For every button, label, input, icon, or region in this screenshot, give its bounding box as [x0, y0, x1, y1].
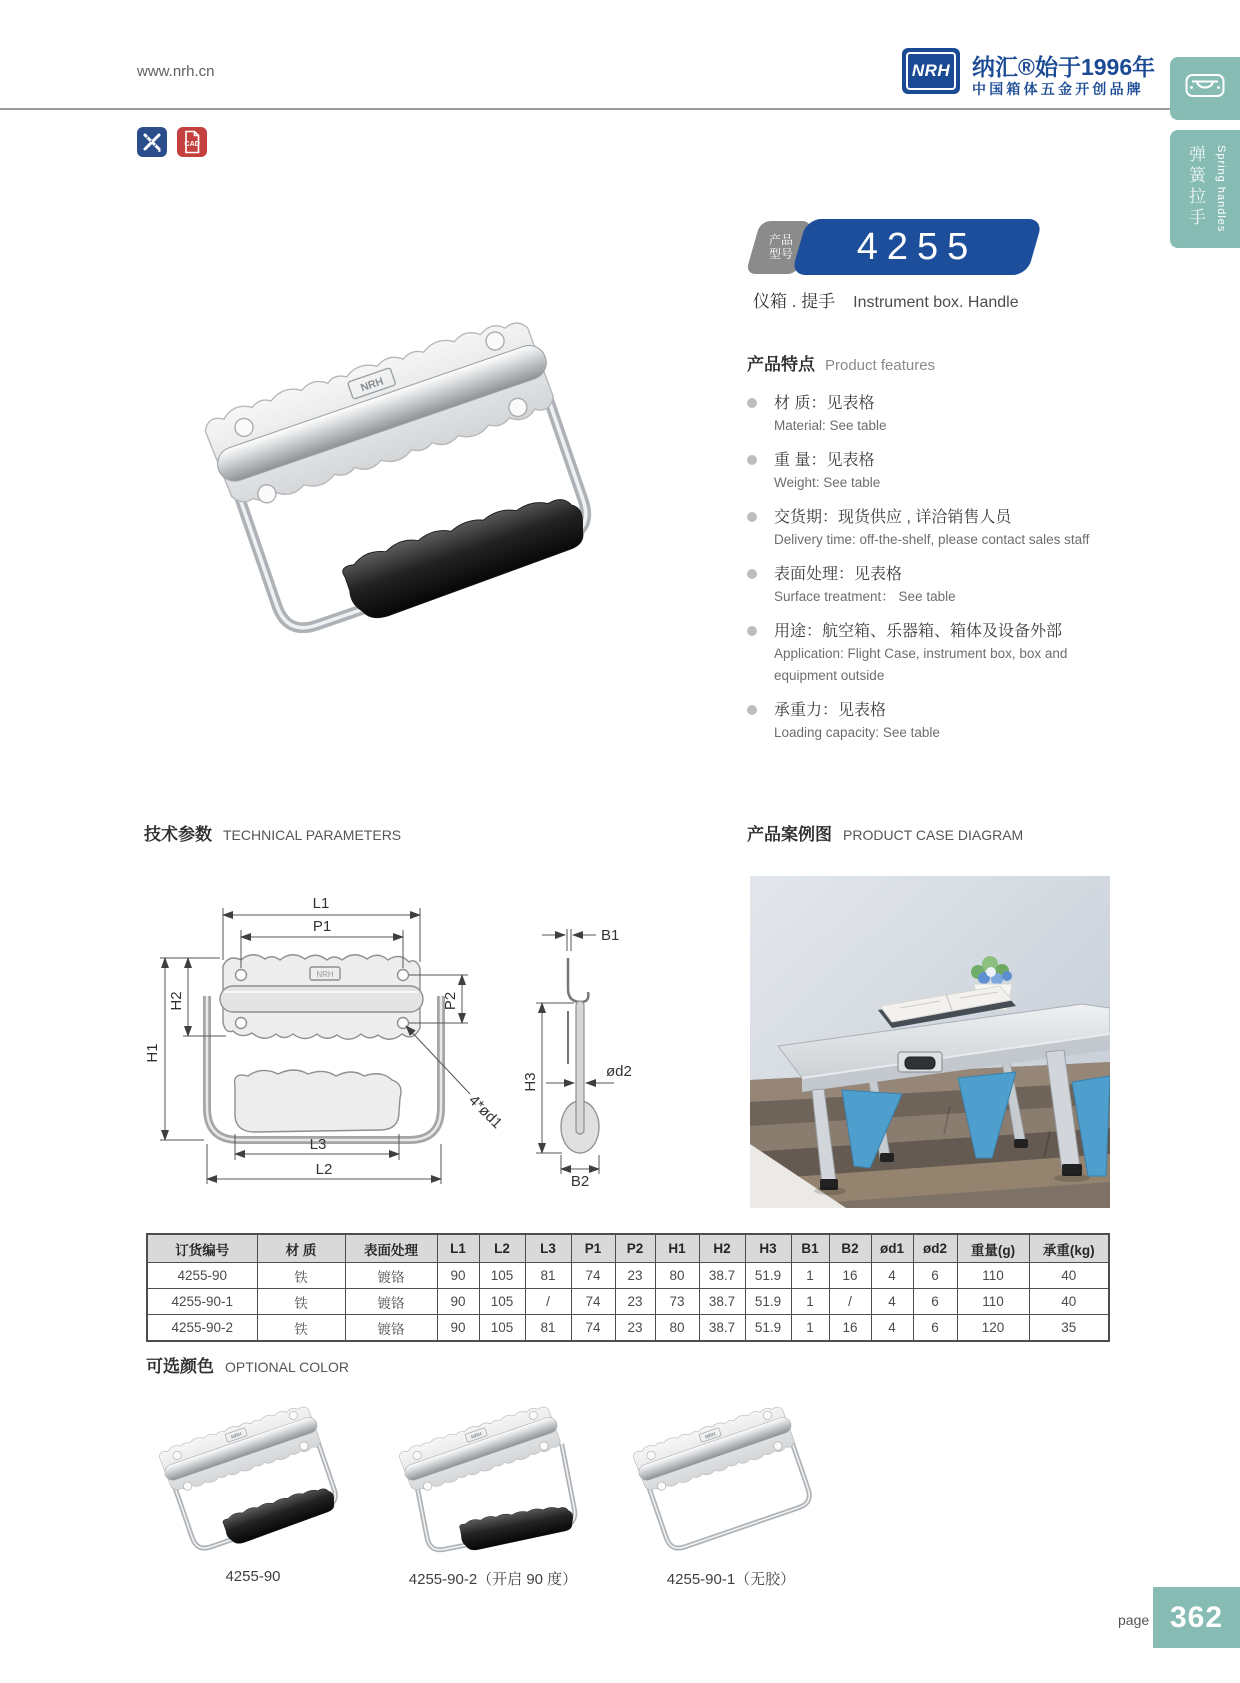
brand-tagline: 纳汇®始于1996年 — [972, 54, 1156, 80]
cell: 铁 — [257, 1315, 345, 1342]
col-header: 承重(kg) — [1029, 1234, 1109, 1263]
model-banner — [791, 219, 1043, 275]
product-name — [753, 287, 1019, 312]
variant-label: 4255-90 — [225, 1568, 281, 1585]
cell: 51.9 — [745, 1315, 791, 1342]
pencil-ruler-icon — [137, 144, 167, 161]
cell: 4 — [871, 1315, 913, 1342]
feature-item-loading: 承重力：见表格 Loading capacity: See table — [747, 699, 1125, 744]
bullet-dot-icon — [747, 512, 757, 522]
cell: 23 — [615, 1263, 655, 1289]
col-header: L3 — [525, 1234, 571, 1263]
dim-label-H1: H1 — [144, 1043, 161, 1063]
dim-label-B2: B2 — [570, 1173, 590, 1190]
cell: 51.9 — [745, 1263, 791, 1289]
dim-label-L2: L2 — [315, 1161, 333, 1178]
section-technical-parameters: 技术参数 TECHNICAL PARAMETERS — [144, 825, 402, 844]
feature-item-material: 材 质：见表格 Material: See table — [747, 392, 1125, 437]
cell: 105 — [479, 1315, 525, 1342]
category-label-cn: 弹簧拉手 — [1186, 145, 1205, 229]
cell: 1 — [791, 1315, 829, 1342]
model-number: 4255 — [856, 226, 978, 268]
cad-icon-label: CAD — [184, 139, 200, 148]
product-name-cn: 仪箱 . 提手 — [753, 292, 836, 311]
cell: 16 — [829, 1315, 871, 1342]
dim-label-P2: P2 — [442, 991, 459, 1011]
cell: / — [525, 1289, 571, 1315]
feature-item-surface: 表面处理：见表格 Surface treatment： See table — [747, 563, 1125, 608]
col-header: 订货编号 — [147, 1234, 257, 1263]
variant-photo-4255-90 — [138, 1388, 368, 1563]
cell: 81 — [525, 1263, 571, 1289]
bullet-dot-icon — [747, 455, 757, 465]
product-features — [747, 350, 1125, 756]
col-header: H2 — [699, 1234, 745, 1263]
feature-item-delivery: 交货期：现货供应 , 详洽销售人员 Delivery time: off-the-shelf, please contact sales staff — [747, 506, 1125, 551]
cell: 90 — [437, 1289, 479, 1315]
website-url: www.nrh.cn — [137, 63, 215, 80]
cell: 38.7 — [699, 1289, 745, 1315]
model-badge-label: 产品 型号 — [768, 233, 793, 261]
dim-label-P1: P1 — [312, 918, 332, 935]
col-header: 材 质 — [257, 1234, 345, 1263]
cell: 120 — [957, 1315, 1029, 1342]
cell: 6 — [913, 1263, 957, 1289]
variant-label: 4255-90-2（开启 90 度） — [408, 1571, 578, 1588]
cell: 铁 — [257, 1263, 345, 1289]
page-label: page — [1118, 1612, 1150, 1628]
technical-drawing — [138, 846, 683, 1206]
cell: 38.7 — [699, 1263, 745, 1289]
dim-label-H3: H3 — [522, 1072, 539, 1092]
header-divider — [0, 108, 1240, 110]
cell: 110 — [957, 1263, 1029, 1289]
sidebar-tab-spring-handles[interactable] — [1170, 130, 1240, 248]
cell: 镀铬 — [345, 1289, 437, 1315]
cell: 16 — [829, 1263, 871, 1289]
nrh-logo-text: NRH — [906, 52, 956, 90]
design-tools-button[interactable] — [137, 127, 167, 157]
cell: 74 — [571, 1315, 615, 1342]
col-header: B2 — [829, 1234, 871, 1263]
cell: 105 — [479, 1289, 525, 1315]
cell: 38.7 — [699, 1315, 745, 1342]
cell: 23 — [615, 1289, 655, 1315]
variant-photo-4255-90-1 — [612, 1388, 842, 1563]
col-header: L1 — [437, 1234, 479, 1263]
cell: 110 — [957, 1289, 1029, 1315]
cell: 4 — [871, 1289, 913, 1315]
col-header: P1 — [571, 1234, 615, 1263]
cell: 74 — [571, 1289, 615, 1315]
cell: 4255-90 — [147, 1263, 257, 1289]
col-header: B1 — [791, 1234, 829, 1263]
col-header: ød2 — [913, 1234, 957, 1263]
col-header: 表面处理 — [345, 1234, 437, 1263]
feature-item-weight: 重 量：见表格 Weight: See table — [747, 449, 1125, 494]
section-optional-color: 可选颜色 OPTIONAL COLOR — [146, 1357, 349, 1376]
drawing-stamp-text: NRH — [316, 970, 334, 979]
table-row — [147, 1289, 1109, 1315]
cell: 40 — [1029, 1263, 1109, 1289]
brand-subtitle: 中国箱体五金开创品牌 — [972, 81, 1144, 97]
case-handle-icon — [1185, 73, 1225, 105]
nrh-logo — [902, 48, 960, 94]
cell: 74 — [571, 1263, 615, 1289]
col-header: ød1 — [871, 1234, 913, 1263]
cad-download-button[interactable] — [177, 127, 207, 157]
cell: 6 — [913, 1289, 957, 1315]
cell: 51.9 — [745, 1289, 791, 1315]
product-name-en: Instrument box. Handle — [853, 294, 1019, 311]
category-label-en: Spring handles — [1215, 145, 1227, 233]
cell: 73 — [655, 1289, 699, 1315]
col-header: H3 — [745, 1234, 791, 1263]
cell: 35 — [1029, 1315, 1109, 1342]
bullet-dot-icon — [747, 569, 757, 579]
cell: 4255-90-2 — [147, 1315, 257, 1342]
dim-label-B1: B1 — [601, 927, 620, 944]
section-product-case: 产品案例图 PRODUCT CASE DIAGRAM — [747, 825, 1024, 844]
feature-item-application: 用途：航空箱、乐器箱、箱体及设备外部 Application: Flight Case, instrument box, box and equipment outside — [747, 620, 1125, 687]
cell: 4255-90-1 — [147, 1289, 257, 1315]
cad-document-icon — [177, 139, 207, 161]
cell: 镀铬 — [345, 1263, 437, 1289]
sidebar-tab-category-icon — [1170, 57, 1240, 120]
table-header-row — [147, 1234, 1109, 1263]
dim-label-d1: 4*ød1 — [465, 1091, 506, 1133]
col-header: H1 — [655, 1234, 699, 1263]
dim-label-d2: ød2 — [606, 1063, 632, 1080]
col-header: 重量(g) — [957, 1234, 1029, 1263]
cell: 镀铬 — [345, 1315, 437, 1342]
page-number-badge — [1153, 1587, 1240, 1648]
product-photo-main — [158, 252, 658, 672]
cell: / — [829, 1289, 871, 1315]
spec-table — [146, 1233, 1110, 1342]
table-row — [147, 1315, 1109, 1342]
cell: 81 — [525, 1315, 571, 1342]
dim-label-H2: H2 — [168, 991, 185, 1011]
dim-label-L1: L1 — [312, 895, 330, 912]
variant-photo-4255-90-2 — [378, 1388, 608, 1563]
cell: 铁 — [257, 1289, 345, 1315]
cell: 4 — [871, 1263, 913, 1289]
bullet-dot-icon — [747, 705, 757, 715]
cell: 23 — [615, 1315, 655, 1342]
product-case-photo — [750, 876, 1110, 1208]
variant-label: 4255-90-1（无胶） — [666, 1571, 796, 1588]
cell: 1 — [791, 1289, 829, 1315]
cell: 40 — [1029, 1289, 1109, 1315]
cell: 80 — [655, 1315, 699, 1342]
bullet-dot-icon — [747, 626, 757, 636]
features-title: 产品特点 Product features — [747, 355, 936, 374]
cell: 80 — [655, 1263, 699, 1289]
cell: 6 — [913, 1315, 957, 1342]
page-number: 362 — [1169, 1600, 1224, 1634]
bullet-dot-icon — [747, 398, 757, 408]
dim-label-L3: L3 — [309, 1136, 327, 1153]
cell: 1 — [791, 1263, 829, 1289]
col-header: P2 — [615, 1234, 655, 1263]
col-header: L2 — [479, 1234, 525, 1263]
cell: 90 — [437, 1315, 479, 1342]
cell: 90 — [437, 1263, 479, 1289]
cell: 105 — [479, 1263, 525, 1289]
table-row — [147, 1263, 1109, 1289]
